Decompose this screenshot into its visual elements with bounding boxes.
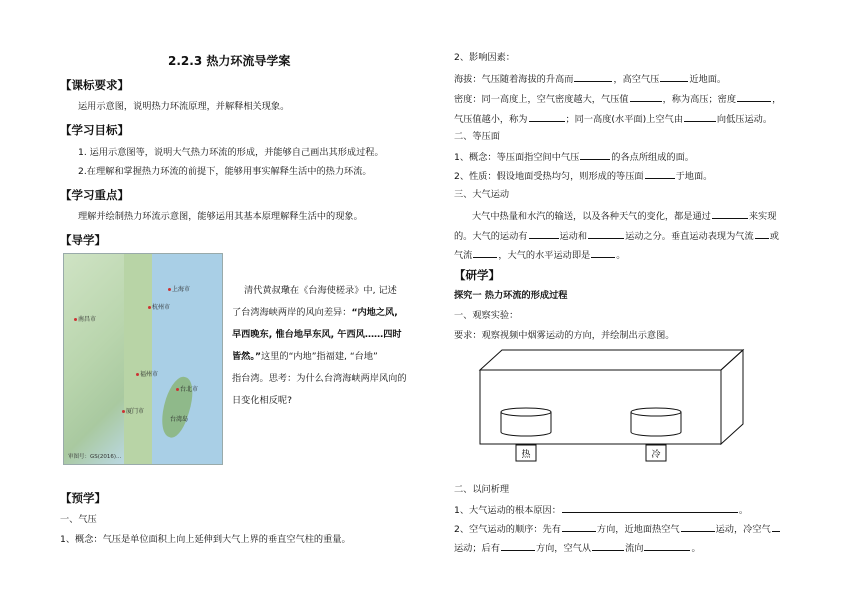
daoxue-line-1: 清代黄叔璥在《台海使槎录》中, 记述 bbox=[244, 285, 397, 296]
atmos-line-1: 大气中热量和水汽的输送，以及各种天气的变化，都是通过 来实现 bbox=[472, 211, 777, 222]
daoxue-heading: 【导学】 bbox=[60, 233, 106, 247]
fill-blank[interactable] bbox=[772, 522, 780, 532]
fill-blank[interactable] bbox=[562, 503, 738, 513]
map-city: 福州市 bbox=[136, 369, 158, 378]
inquiry-title: 探究一 热力环流的形成过程 bbox=[454, 290, 568, 301]
fill-blank[interactable] bbox=[562, 522, 596, 532]
map-city: 厦门市 bbox=[122, 406, 144, 415]
map-footer: 审图号：GS(2016)... bbox=[68, 454, 122, 460]
factor-heading: 2、影响因素： bbox=[454, 52, 515, 63]
fill-blank[interactable] bbox=[684, 112, 716, 122]
zhongdian-text: 理解并绘制热力环流示意图，能够运用其基本原理解释生活中的现象。 bbox=[78, 211, 363, 222]
map-city: 南昌市 bbox=[74, 314, 96, 323]
experiment-heading: 一、观察实验： bbox=[454, 310, 519, 321]
fill-blank[interactable] bbox=[574, 72, 612, 82]
kebiao-heading: 【课标要求】 bbox=[60, 78, 129, 92]
kebiao-text: 运用示意图，说明热力环流原理，并解释相关现象。 bbox=[78, 101, 290, 112]
map-city: 台湾岛 bbox=[170, 416, 189, 423]
box-top-face bbox=[480, 350, 743, 370]
daoxue-line-3: 早西晚东, 惟台地早东风, 午西风……四时 bbox=[232, 329, 402, 340]
fill-blank[interactable] bbox=[592, 541, 624, 551]
fill-blank[interactable] bbox=[645, 169, 675, 179]
mubiao-item-1: 1. 运用示意图等，说明大气热力环流的形成，并能够自己画出其形成过程。 bbox=[78, 147, 384, 158]
fill-blank[interactable] bbox=[712, 209, 748, 219]
map-city: 台北市 bbox=[176, 384, 198, 393]
fill-blank[interactable] bbox=[681, 522, 715, 532]
analysis-line-3: 运动；后有 方向，空气从 流向 。 bbox=[454, 543, 701, 554]
daoxue-line-5: 指台湾。思考：为什么台湾海峡两岸风向的 bbox=[232, 373, 407, 384]
haiba-line: 海拔：气压随着海拔的升高而 ，高空气压 近地面。 bbox=[454, 74, 727, 85]
right-cup-top bbox=[631, 408, 681, 416]
fill-blank[interactable] bbox=[529, 112, 565, 122]
experiment-requirement: 要求：观察视频中烟雾运动的方向，并绘制出示意图。 bbox=[454, 330, 675, 341]
yuxue-heading: 【预学】 bbox=[60, 491, 106, 505]
daoxue-line-4: 皆然。”这里的“内地”指福建, “台地” bbox=[232, 351, 378, 362]
atmos-heading: 三、大气运动 bbox=[454, 189, 510, 200]
fill-blank[interactable] bbox=[644, 541, 690, 551]
fill-blank[interactable] bbox=[580, 150, 610, 160]
fill-blank[interactable] bbox=[591, 248, 615, 258]
map-city: 上海市 bbox=[168, 284, 190, 293]
analysis-line-2: 2、空气运动的顺序：先有 方向，近地面热空气 运动，冷空气 bbox=[454, 522, 781, 536]
yuxue-item-1: 1、概念：气压是单位面积上向上延伸到大气上界的垂直空气柱的重量。 bbox=[60, 534, 351, 545]
analysis-line-1: 1、大气运动的根本原因： 。 bbox=[454, 505, 749, 516]
mubiao-heading: 【学习目标】 bbox=[60, 123, 129, 137]
left-cup-top bbox=[501, 408, 551, 416]
fill-blank[interactable] bbox=[588, 229, 624, 239]
daoxue-line-6: 日变化相反呢? bbox=[232, 395, 293, 406]
atmos-line-2: 的。大气的运动有 运动和 运动之分。垂直运动表现为气流 或 bbox=[454, 231, 779, 242]
cold-label: 冷 bbox=[651, 450, 661, 460]
experiment-box-diagram bbox=[474, 348, 764, 466]
mubiao-item-2: 2.在理解和掌握热力环流的前提下，能够用事实解释生活中的热力环流。 bbox=[78, 166, 372, 177]
fill-blank[interactable] bbox=[501, 541, 535, 551]
fill-blank[interactable] bbox=[630, 92, 662, 102]
taiwan-strait-map bbox=[63, 253, 223, 465]
hot-label: 热 bbox=[521, 450, 531, 460]
daoxue-line-2: 了台湾海峡两岸的风向差异：“内地之风, bbox=[232, 307, 398, 318]
fill-blank[interactable] bbox=[755, 229, 769, 239]
box-front-face bbox=[480, 370, 721, 444]
isobar-heading: 二、等压面 bbox=[454, 131, 500, 142]
yanxue-heading: 【研学】 bbox=[454, 268, 500, 282]
zhongdian-heading: 【学习重点】 bbox=[60, 188, 129, 202]
map-city: 杭州市 bbox=[148, 302, 170, 311]
analysis-heading: 二、以问析理 bbox=[454, 484, 510, 495]
box-side-face bbox=[721, 350, 743, 444]
fill-blank[interactable] bbox=[473, 248, 497, 258]
fill-blank[interactable] bbox=[529, 229, 559, 239]
fill-blank[interactable] bbox=[737, 92, 771, 102]
midu-line: 密度：同一高度上，空气密度越大，气压值 ，称为高压；密度 ， bbox=[454, 94, 782, 105]
isobar-def: 1、概念：等压面指空间中气压 的各点所组成的面。 bbox=[454, 152, 694, 163]
atmos-line-3: 气流 ，大气的水平运动即是 。 bbox=[454, 250, 626, 261]
qiya-line: 气压值越小，称为 ；同一高度(水平面)上空气由 向低压运动。 bbox=[454, 114, 773, 125]
fill-blank[interactable] bbox=[660, 72, 688, 82]
page-title: 2.2.3 热力环流导学案 bbox=[168, 54, 291, 68]
isobar-property: 2、性质：假设地面受热均匀，则形成的等压面 于地面。 bbox=[454, 171, 713, 182]
yuxue-sub-1: 一、气压 bbox=[60, 514, 97, 525]
